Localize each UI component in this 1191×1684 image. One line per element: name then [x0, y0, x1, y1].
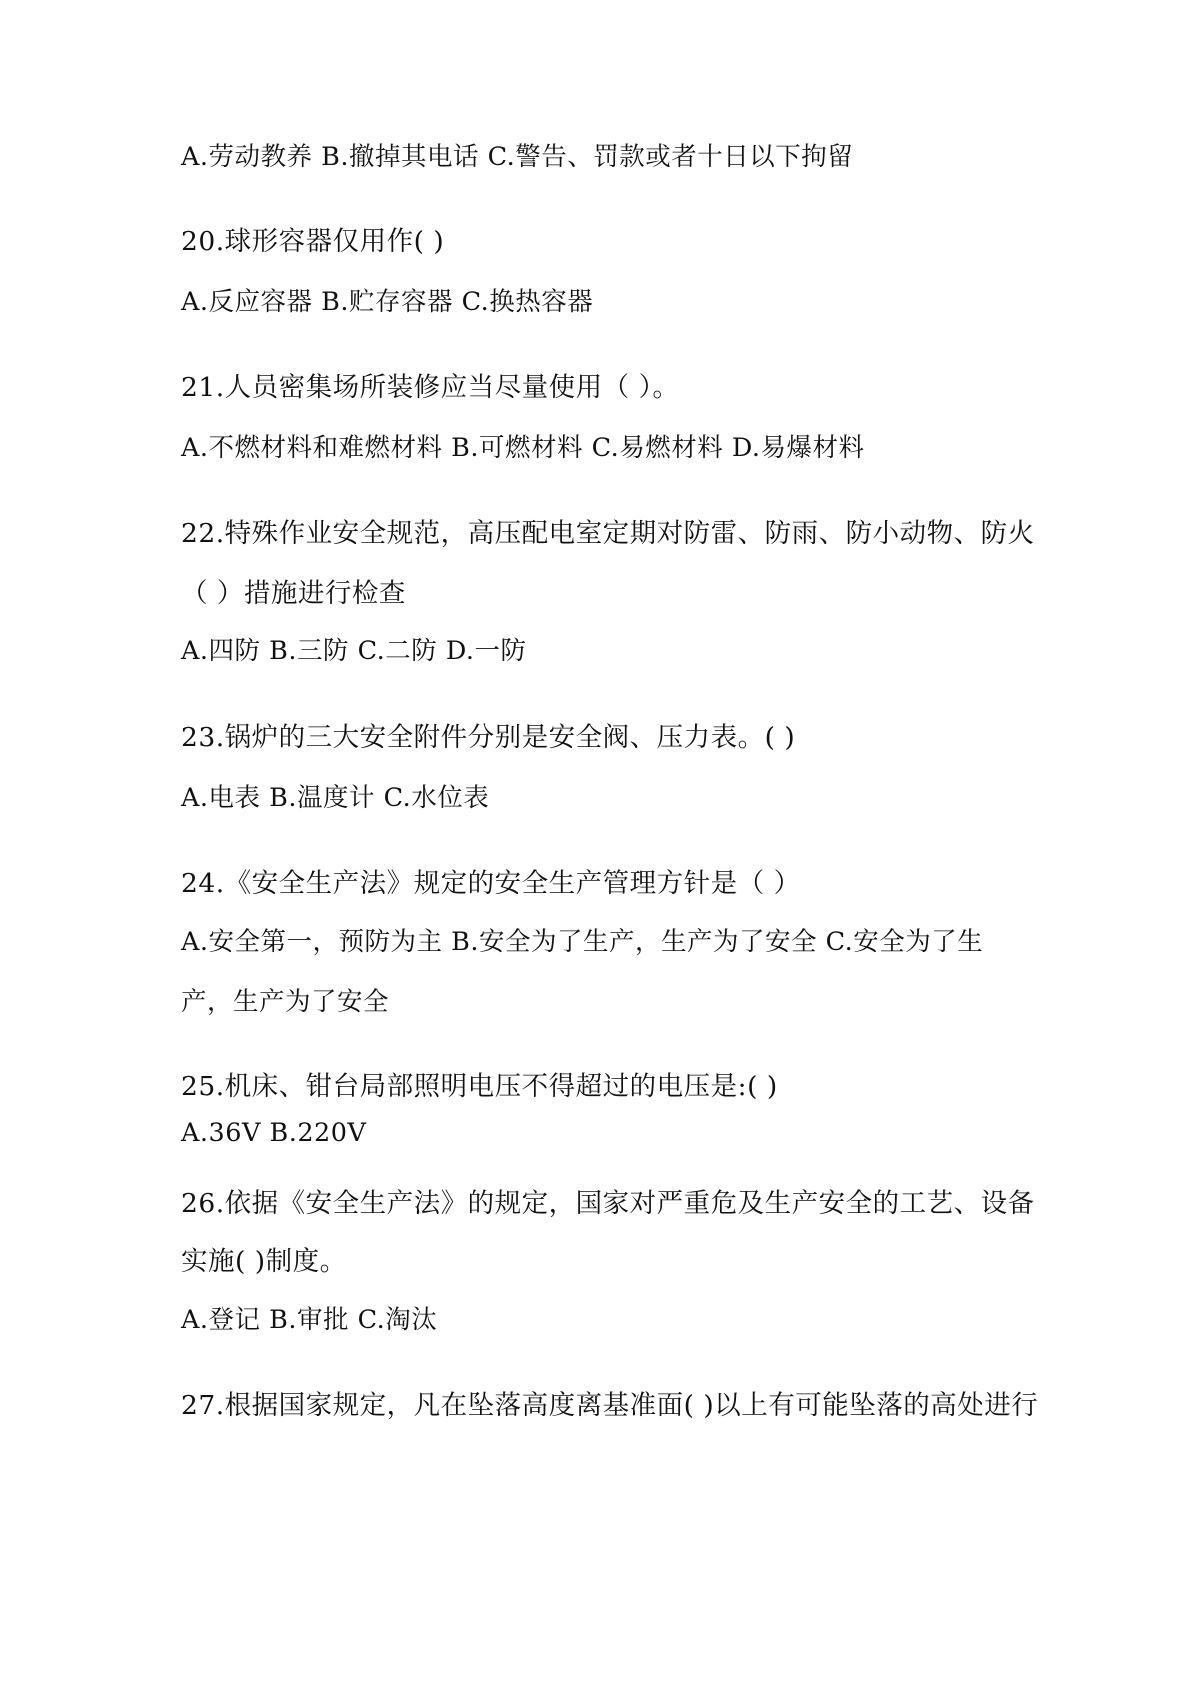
- question-27-line-1: 27.根据国家规定，凡在坠落高度离基准面( )以上有可能坠落的高处进行: [181, 1390, 1039, 1421]
- answer-options-22: A.四防 B.三防 C.二防 D.一防: [181, 636, 527, 666]
- answer-options-24-line-2: 产，生产为了安全: [181, 987, 390, 1017]
- answer-options-24-line-1: A.安全第一，预防为主 B.安全为了生产，生产为了安全 C.安全为了生: [181, 927, 984, 957]
- question-26-line-2: 实施( )制度。: [181, 1246, 347, 1277]
- question-22-line-2: （ ）措施进行检查: [181, 578, 406, 609]
- question-24: 24.《安全生产法》规定的安全生产管理方针是（ ）: [181, 868, 801, 899]
- answer-options-19: A.劳动教养 B.撤掉其电话 C.警告、罚款或者十日以下拘留: [181, 142, 854, 172]
- answer-options-23: A.电表 B.温度计 C.水位表: [181, 783, 490, 813]
- question-22-line-1: 22.特殊作业安全规范，高压配电室定期对防雷、防雨、防小动物、防火: [181, 518, 1035, 549]
- question-23: 23.锅炉的三大安全附件分别是安全阀、压力表。( ): [181, 722, 796, 753]
- answer-options-26: A.登记 B.审批 C.淘汰: [181, 1305, 438, 1335]
- answer-options-20: A.反应容器 B.贮存容器 C.换热容器: [181, 287, 594, 317]
- question-21: 21.人员密集场所装修应当尽量使用（ ）。: [181, 372, 680, 403]
- answer-options-25: A.36V B.220V: [181, 1118, 367, 1148]
- answer-options-21: A.不燃材料和难燃材料 B.可燃材料 C.易燃材料 D.易爆材料: [181, 433, 865, 463]
- question-26-line-1: 26.依据《安全生产法》的规定，国家对严重危及生产安全的工艺、设备: [181, 1188, 1035, 1219]
- question-25: 25.机床、钳台局部照明电压不得超过的电压是:( ): [181, 1071, 778, 1102]
- question-20: 20.球形容器仅用作( ): [181, 226, 445, 257]
